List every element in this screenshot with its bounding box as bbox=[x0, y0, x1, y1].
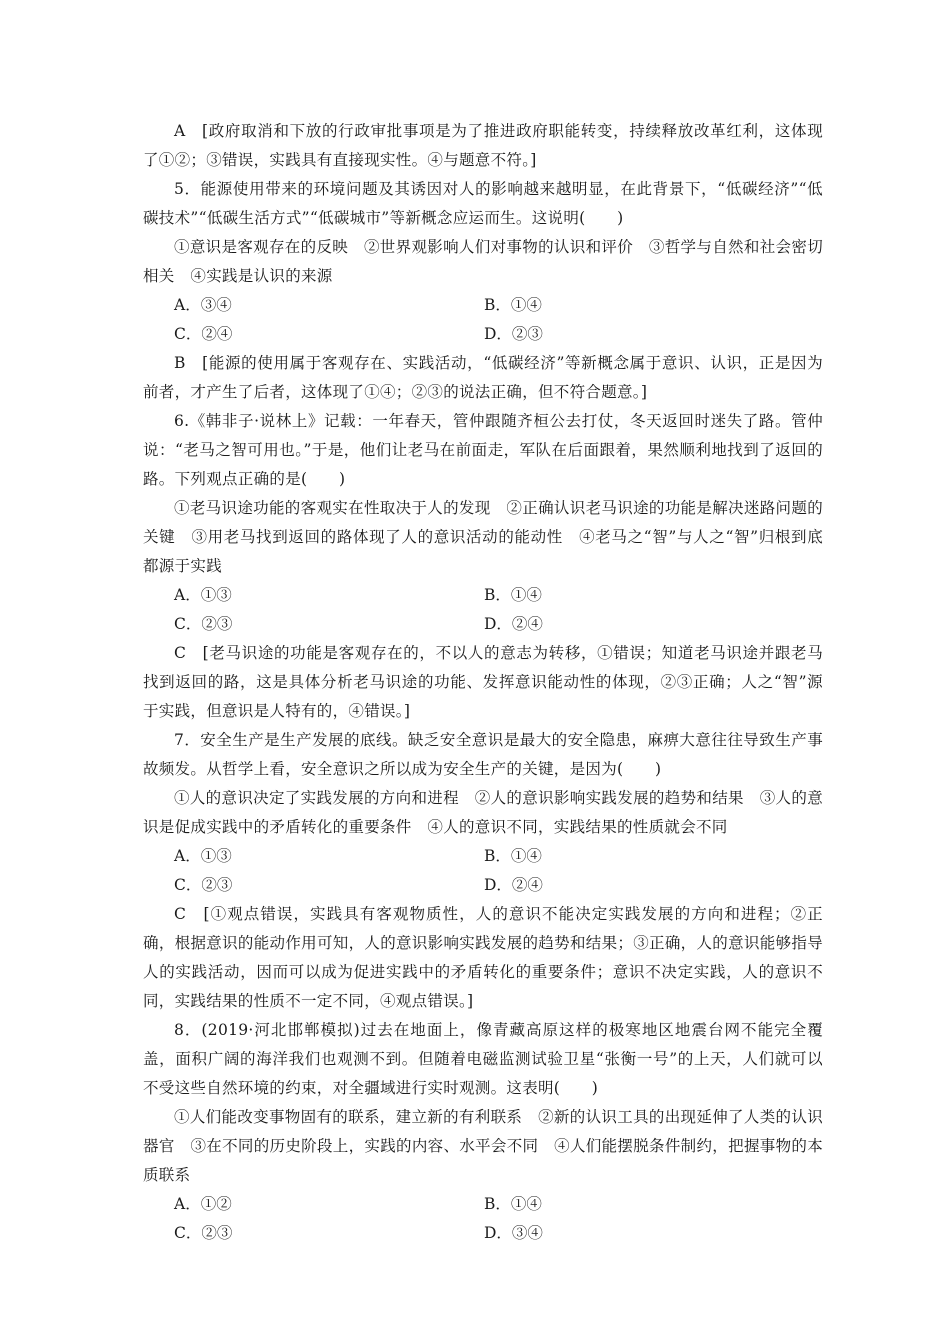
option-b: B．①④ bbox=[484, 1195, 542, 1213]
options-row bbox=[143, 1190, 823, 1219]
options-row bbox=[143, 610, 823, 639]
answer-5-explanation: B [能源的使用属于客观存在、实践活动，“低碳经济”等新概念属于意识、认识，正是因为前者，才产生了后者，这体现了①④；②③的说法正确，但不符合题意。] bbox=[143, 354, 823, 401]
option-c: C．②③ bbox=[174, 615, 233, 633]
options-row bbox=[143, 320, 823, 349]
option-d: D．②④ bbox=[484, 615, 543, 633]
options-row bbox=[143, 871, 823, 900]
question-6 bbox=[143, 407, 823, 639]
options-row bbox=[143, 1219, 823, 1248]
option-d: D．②③ bbox=[484, 325, 543, 343]
answer-4-explanation: A [政府取消和下放的行政审批事项是为了推进政府职能转变，持续释放改革红利，这体现了①②；③错误，实践具有直接现实性。④与题意不符。] bbox=[143, 122, 823, 169]
options-row bbox=[143, 842, 823, 871]
options-row bbox=[143, 581, 823, 610]
option-c: C．②③ bbox=[174, 876, 233, 894]
answer-6-explanation: C [老马识途的功能是客观存在的，不以人的意志为转移，①错误；知道老马识途并跟老马找到返回的路，这是具体分析老马识途的功能、发挥意识能动性的体现，②③正确；人之“智”源于实践，但意识是人特有的，④错误。] bbox=[143, 644, 823, 720]
option-b: B．①④ bbox=[484, 586, 542, 604]
question-stem: 5．能源使用带来的环境问题及其诱因对人的影响越来越明显，在此背景下，“低碳经济”“低碳技术”“低碳生活方式”“低碳城市”等新概念应运而生。这说明( ) bbox=[143, 180, 823, 227]
question-statements: ①人的意识决定了实践发展的方向和进程 ②人的意识影响实践发展的趋势和结果 ③人的意识是促成实践中的矛盾转化的重要条件 ④人的意识不同，实践结果的性质就会不同 bbox=[143, 789, 823, 836]
option-a: A．①③ bbox=[174, 586, 232, 604]
option-b: B．①④ bbox=[484, 847, 542, 865]
question-stem: 6.《韩非子·说林上》记载：一年春天，管仲跟随齐桓公去打仗，冬天返回时迷失了路。管仲说：“老马之智可用也。”于是，他们让老马在前面走，军队在后面跟着，果然顺利地找到了返回的路。下列观点正确的是( ) bbox=[143, 412, 823, 488]
question-8 bbox=[143, 1016, 823, 1248]
question-7 bbox=[143, 726, 823, 900]
option-a: A．①② bbox=[174, 1195, 232, 1213]
question-statements: ①老马识途功能的客观实在性取决于人的发现 ②正确认识老马识途的功能是解决迷路问题的关键 ③用老马找到返回的路体现了人的意识活动的能动性 ④老马之“智”与人之“智”归根到底都源于实践 bbox=[143, 499, 823, 575]
option-a: A．①③ bbox=[174, 847, 232, 865]
option-b: B．①④ bbox=[484, 296, 542, 314]
option-a: A．③④ bbox=[174, 296, 232, 314]
document-page bbox=[143, 117, 823, 1248]
option-c: C．②③ bbox=[174, 1224, 233, 1242]
answer-7-explanation: C [①观点错误，实践具有客观物质性，人的意识不能决定实践发展的方向和进程；②正确，根据意识的能动作用可知，人的意识影响实践发展的趋势和结果；③正确，人的意识能够指导人的实践活动，因而可以成为促进实践中的矛盾转化的重要条件；意识不决定实践，人的意识不同，实践结果的性质不一定不同，④观点错误。] bbox=[143, 905, 823, 1010]
question-statements: ①人们能改变事物固有的联系，建立新的有利联系 ②新的认识工具的出现延伸了人类的认识器官 ③在不同的历史阶段上，实践的内容、水平会不同 ④人们能摆脱条件制约，把握事物的本质联系 bbox=[143, 1108, 823, 1184]
option-c: C．②④ bbox=[174, 325, 233, 343]
question-stem: 7．安全生产是生产发展的底线。缺乏安全意识是最大的安全隐患，麻痹大意往往导致生产事故频发。从哲学上看，安全意识之所以成为安全生产的关键，是因为( ) bbox=[143, 731, 823, 778]
options-row bbox=[143, 291, 823, 320]
question-statements: ①意识是客观存在的反映 ②世界观影响人们对事物的认识和评价 ③哲学与自然和社会密切相关 ④实践是认识的来源 bbox=[143, 238, 823, 285]
option-d: D．③④ bbox=[484, 1224, 543, 1242]
question-5 bbox=[143, 175, 823, 349]
option-d: D．②④ bbox=[484, 876, 543, 894]
question-stem: 8．(2019·河北邯郸模拟)过去在地面上，像青藏高原这样的极寒地区地震台网不能完全覆盖，面积广阔的海洋我们也观测不到。但随着电磁监测试验卫星“张衡一号”的上天，人们就可以不受这些自然环境的约束，对全疆域进行实时观测。这表明( ) bbox=[143, 1021, 823, 1097]
